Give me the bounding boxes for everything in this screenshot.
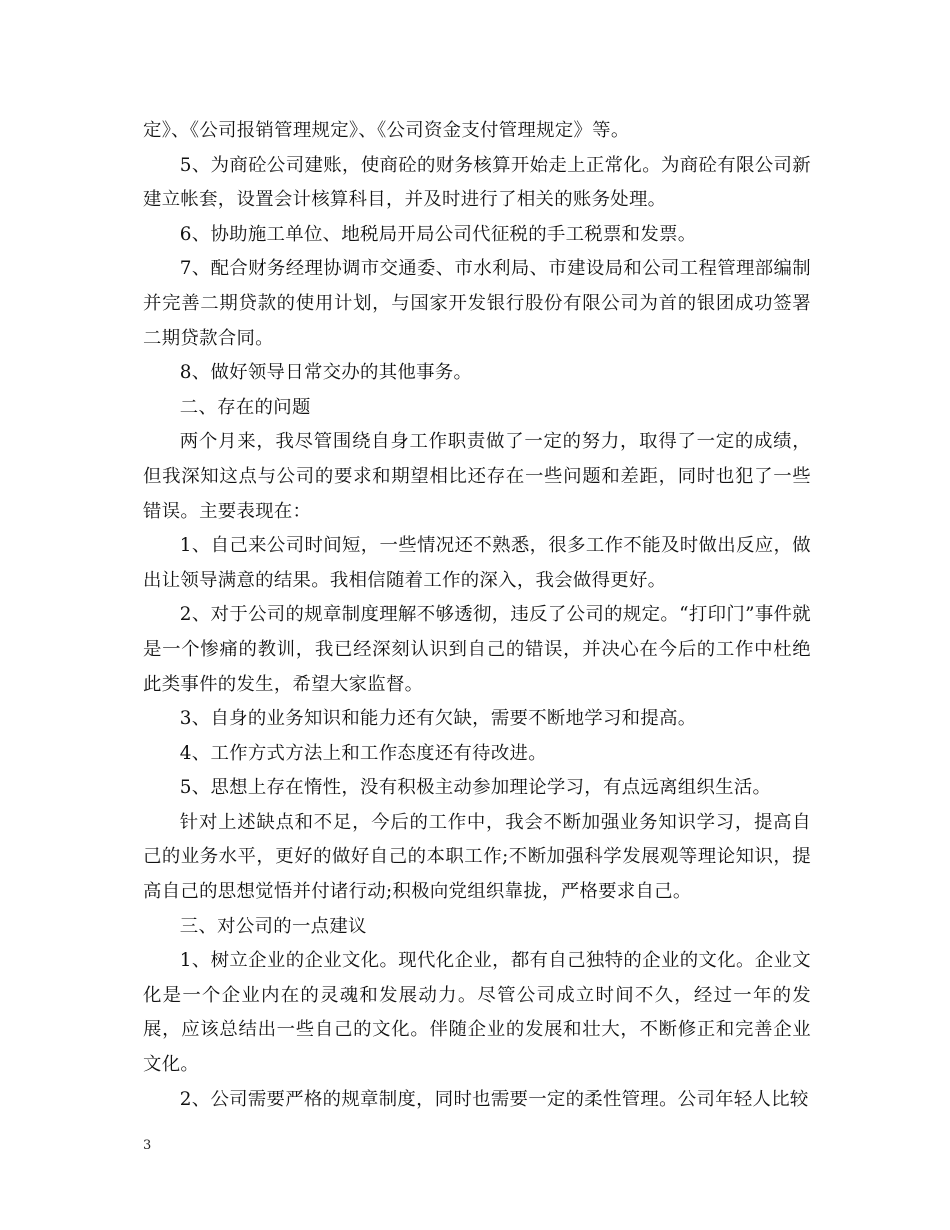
paragraph: 5、思想上存在惰性，没有积极主动参加理论学习，有点远离组织生活。 [179, 777, 772, 799]
paragraph: 7、配合财务经理协调市交通委、市水利局、市建设局和公司工程管理部编制并完善二期贷款的使用计划，与国家开发银行股份有限公司为首的银团成功签署二期贷款合同。 [143, 258, 811, 349]
paragraph: 定》、《公司报销管理规定》、《公司资金支付管理规定》等。 [143, 120, 630, 141]
paragraph: 5、为商砼公司建账，使商砼的财务核算开始走上正常化。为商砼有限公司新建立帐套，设置会计核算科目，并及时进行了相关的账务处理。 [143, 154, 811, 211]
paragraph: 6、协助施工单位、地税局开局公司代征税的手工税票和发票。 [179, 223, 697, 245]
section-heading: 二、存在的问题 [179, 396, 311, 418]
paragraph: 1、自己来公司时间短，一些情况还不熟悉，很多工作不能及时做出反应，做出让领导满意的结果。我相信随着工作的深入，我会做得更好。 [143, 535, 811, 591]
document-body [143, 114, 811, 1117]
section-heading: 三、对公司的一点建议 [179, 915, 367, 937]
paragraph: 针对上述缺点和不足，今后的工作中，我会不断加强业务知识学习，提高自己的业务水平，更好的做好自己的本职工作;不断加强科学发展观等理论知识，提高自己的思想觉悟并付诸行动;积极向党组织靠拢，严格要求自己。 [143, 811, 811, 903]
paragraph: 1、树立企业的企业文化。现代化企业，都有自己独特的企业的文化。企业文化是一个企业内在的灵魂和发展动力。尽管公司成立时间不久，经过一年的发展，应该总结出一些自己的文化。伴随企业的发展和壮大，不断修正和完善企业文化。 [143, 950, 811, 1076]
paragraph: 8、做好领导日常交办的其他事务。 [179, 362, 473, 384]
page-number: 3 [143, 1138, 152, 1153]
paragraph: 4、工作方式方法上和工作态度还有待改进。 [179, 742, 547, 764]
paragraph: 两个月来，我尽管围绕自身工作职责做了一定的努力，取得了一定的成绩，但我深知这点与公司的要求和期望相比还存在一些问题和差距，同时也犯了一些错误。主要表现在： [143, 431, 811, 522]
paragraph: 3、自身的业务知识和能力还有欠缺，需要不断地学习和提高。 [179, 708, 697, 730]
paragraph: 2、公司需要严格的规章制度，同时也需要一定的柔性管理。公司年轻人比较 [179, 1088, 809, 1110]
paragraph: 2、对于公司的规章制度理解不够透彻，违反了公司的规定。“打印门”事件就是一个惨痛的教训，我已经深刻认识到自己的错误，并决心在今后的工作中杜绝此类事件的发生，希望大家监督。 [143, 604, 811, 695]
